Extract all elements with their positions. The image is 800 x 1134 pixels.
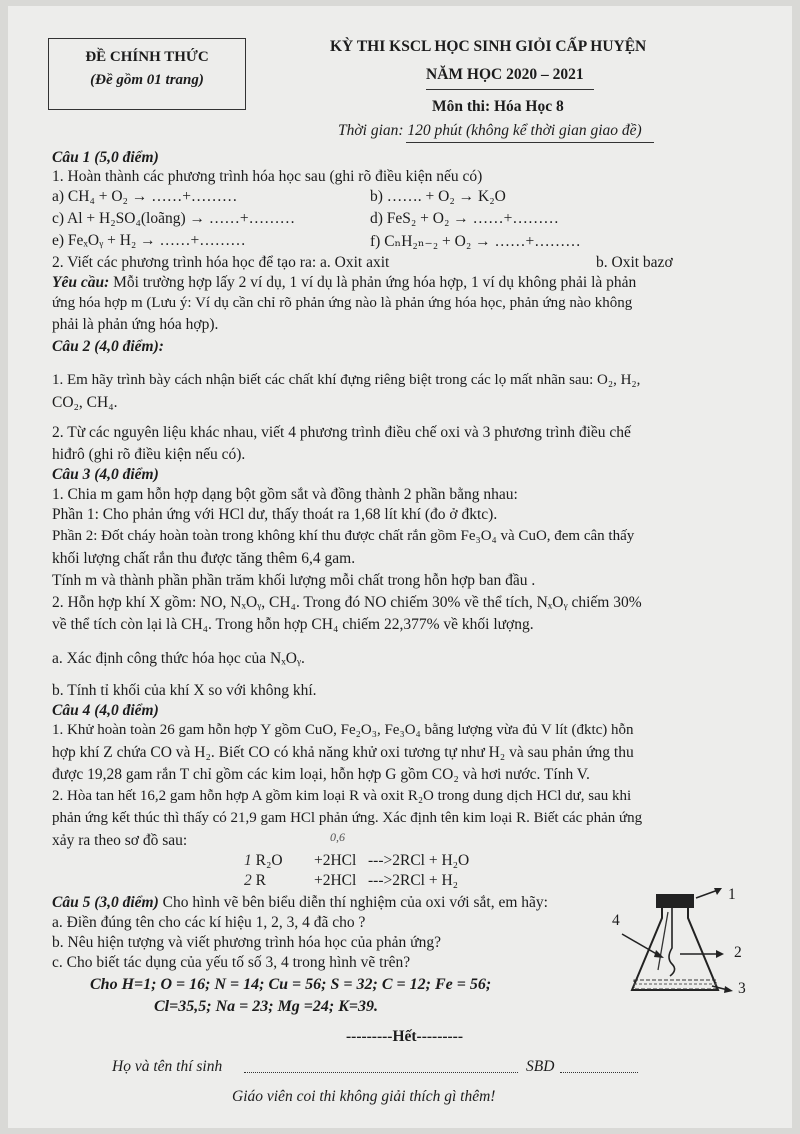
q2-part2-line1: 2. Từ các nguyên liệu khác nhau, viết 4 phương trình điều chế oxi và 3 phương trình điều chế [52,424,631,441]
q2-part1-line1: 1. Em hãy trình bày cách nhận biết các chất khí đựng riêng biệt trong các lọ mất nhãn sau: O₂, H₂, [52,372,641,388]
q4-title: Câu 4 (4,0 điểm) [52,702,159,719]
q3-line2: Phần 1: Cho phản ứng với HCl dư, thấy thoát ra 1,68 lít khí (đo ở đktc). [52,506,498,523]
arrow-2-head [716,950,724,958]
q4-line4: 2. Hòa tan hết 16,2 gam hỗn hợp A gồm kim loại R và oxit R₂O trong dung dịch HCl dư, sau khi [52,788,632,804]
arrow-3-head [724,986,733,993]
q1-eq-c: c) Al + H₂SO₄(loãng) → ……+……… [52,210,296,227]
sbd-field[interactable] [560,1072,638,1073]
sbd-label: SBD [526,1058,555,1075]
reaction-2-mid: +2HCl [314,872,357,889]
stopper-shape [656,894,694,908]
wire-holder-shape [658,912,668,970]
exam-page [8,6,792,1128]
requirement-label: Yêu cầu: [52,274,110,291]
figure-label-4: 4 [612,912,620,929]
q3-part-a: a. Xác định công thức hóa học của NₓOᵧ. [52,650,305,667]
q1-requirement-line3: phải là phản ứng hóa hợp). [52,316,219,333]
reaction-1 [244,852,283,870]
official-exam-box [48,38,246,110]
arrow-4-head [654,950,664,958]
reaction-1-left: R₂O [255,852,283,869]
q1-eq-a: a) CH₄ + O₂ → ……+……… [52,188,238,205]
end-marker: ---------Hết--------- [346,1028,464,1045]
atomic-masses-line2: Cl=35,5; Na = 23; Mg =24; K=39. [154,998,379,1015]
q4-line3: được 19,28 gam rắn T chỉ gồm các kim loại, hỗn hợp G gồm CO₂ và hơi nước. Tính V. [52,766,590,783]
q2-title: Câu 2 (4,0 điểm): [52,338,164,355]
reaction-2 [244,872,266,890]
q1-eq-e: e) FeₓOᵧ + H₂ → ……+……… [52,232,246,249]
q3-title: Câu 3 (4,0 điểm) [52,466,159,483]
proctor-note: Giáo viên coi thi không giải thích gì thêm! [232,1088,496,1105]
q4-line5: phản ứng kết thúc thì thấy có 21,9 gam HCl phản ứng. Xác định tên kim loại R. Biết các phản ứng [52,810,643,826]
arrow-1-shape [696,890,718,898]
q2-part2-line2: hiđrô (ghi rõ điều kiện nếu có). [52,446,246,463]
reaction-1-mid: +2HCl [314,852,357,869]
q5-part-c: c. Cho biết tác dụng của yếu tố số 3, 4 trong hình vẽ trên? [52,954,411,971]
q4-line2: hợp khí Z chứa CO và H₂. Biết CO có khả năng khử oxi tương tự như H₂ và sau phản ứng thu [52,744,634,761]
q5-title: Câu 5 (3,0 điểm) [52,894,159,911]
figure-label-1: 1 [728,886,736,903]
q3-line7: về thể tích còn lại là CH₄. Trong hỗn hợp CH₄ chiếm 22,377% về khối lượng. [52,616,534,633]
school-year: NĂM HỌC 2020 – 2021 [426,66,584,83]
subject: Môn thi: Hóa Học 8 [432,98,564,115]
figure-label-3: 3 [738,980,746,997]
atomic-masses-line1: Cho H=1; O = 16; N = 14; Cu = 56; S = 32; C = 12; Fe = 56; [90,976,492,993]
flask-shape [632,908,718,990]
official-label: ĐỀ CHÍNH THỨC [85,49,209,65]
reaction-1-right: --->2RCl + H₂O [368,852,470,869]
reaction-2-right: --->2RCl + H₂ [368,872,459,889]
q4-line1: 1. Khử hoàn toàn 26 gam hỗn hợp Y gồm CuO, Fe₂O₃, Fe₃O₄ bằng lượng vừa đủ V lít (đktc) hỗn [52,722,634,738]
time-limit: Thời gian: 120 phút (không kể thời gian giao đề) [338,122,642,139]
candidate-name-label: Họ và tên thí sinh [112,1058,223,1075]
year-underline [426,89,594,90]
iron-wire-shape [669,908,675,976]
reaction-2-coef: 2 [244,872,252,889]
time-underline [406,142,654,143]
q1-part2-b: b. Oxit bazơ [596,254,673,271]
q1-eq-f: f) CₙH₂ₙ₋₂ + O₂ → ……+……… [370,233,581,250]
q4-line6: xảy ra theo sơ đồ sau: [52,832,188,849]
q1-part2: 2. Viết các phương trình hóa học để tạo ra: a. Oxit axit [52,254,390,271]
q1-title: Câu 1 (5,0 điểm) [52,149,159,166]
page-count-label: (Đề gồm 01 trang) [90,72,204,88]
q1-eq-b: b) ……. + O₂ → K₂O [370,188,506,205]
handwritten-note: 0,6 [330,830,345,844]
q5-part-a: a. Điền đúng tên cho các kí hiệu 1, 2, 3, 4 đã cho ? [52,914,366,931]
reaction-1-coef: 1 [244,852,252,869]
q2-part1-line2: CO₂, CH₄. [52,394,118,411]
q3-part-b: b. Tính tỉ khối của khí X so với không khí. [52,682,317,699]
q1-eq-d: d) FeS₂ + O₂ → ……+……… [370,210,559,227]
q1-part1: 1. Hoàn thành các phương trình hóa học sau (ghi rõ điều kiện nếu có) [52,168,483,185]
candidate-name-field[interactable] [244,1072,518,1073]
reaction-2-left: R [255,872,266,889]
q5-part-b: b. Nêu hiện tượng và viết phương trình hóa học của phản ứng? [52,934,441,951]
q5-intro: Câu 5 (3,0 điểm) Cho hình vẽ bên biểu diễn thí nghiệm của oxi với sắt, em hãy: [52,894,548,911]
exam-title: KỲ THI KSCL HỌC SINH GIỎI CẤP HUYỆN [330,38,647,55]
q3-line4: khối lượng chất rắn thu được tăng thêm 6,4 gam. [52,550,356,567]
figure-label-2: 2 [734,944,742,961]
q3-line6: 2. Hỗn hợp khí X gồm: NO, NₓOᵧ, CH₄. Trong đó NO chiếm 30% về thể tích, NₓOᵧ chiếm 30% [52,594,642,611]
q1-requirement-line2: ứng hóa hợp m (Lưu ý: Ví dụ cần chỉ rõ phản ứng nào là phản ứng hóa học, phản ứng nào không [52,295,633,311]
q3-line3: Phần 2: Đốt cháy hoàn toàn trong không khí thu được chất rắn gồm Fe₃O₄ và CuO, đem cân thấy [52,528,635,544]
q3-line1: 1. Chia m gam hỗn hợp dạng bột gồm sắt và đồng thành 2 phần bằng nhau: [52,486,518,503]
q3-line5: Tính m và thành phần phần trăm khối lượng mỗi chất trong hỗn hợp ban đầu . [52,572,536,589]
q1-requirement-line1: Yêu cầu: Mỗi trường hợp lấy 2 ví dụ, 1 ví dụ là phản ứng hóa hợp, 1 ví dụ không phải là phản [52,274,637,291]
